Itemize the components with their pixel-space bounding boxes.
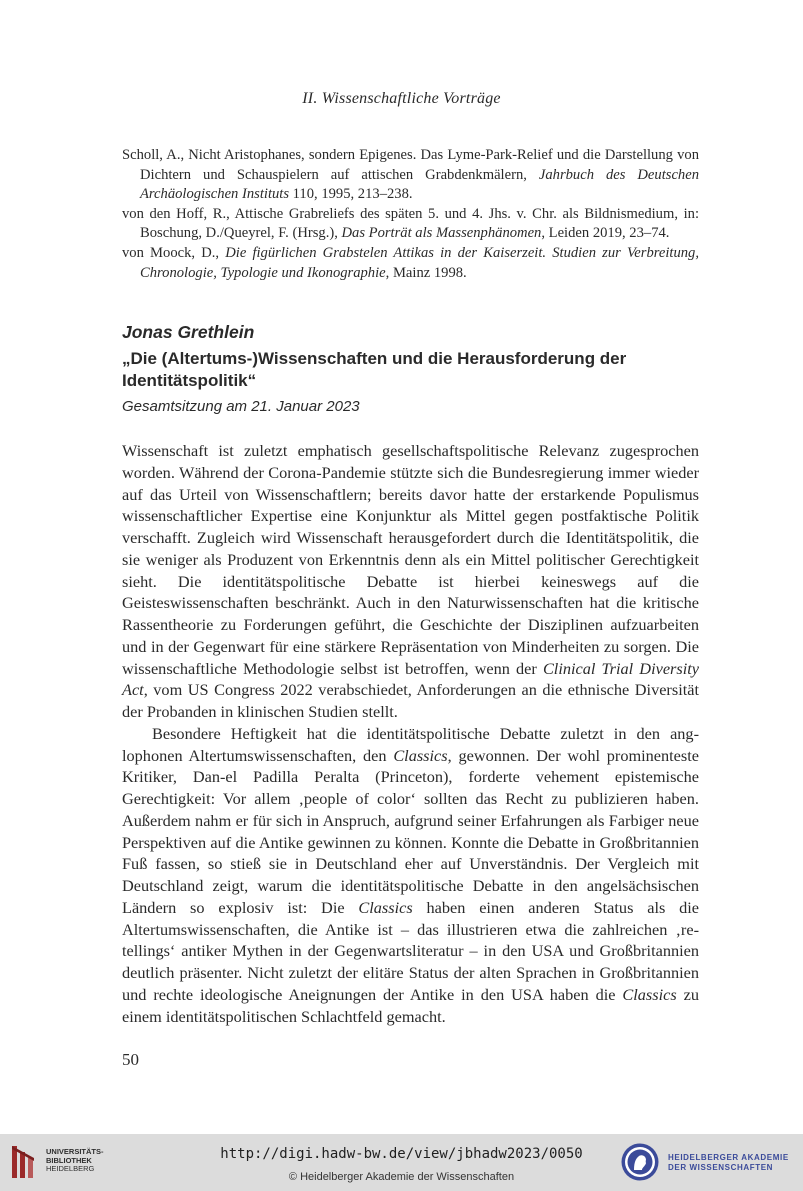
reference-item (122, 244, 699, 283)
academy-seal-icon (620, 1142, 660, 1182)
running-head: II. Wissenschaftliche Vorträge (302, 90, 501, 107)
text-run: Besondere Heftigkeit hat die identitätspolitische Debatte zuletzt in den anglophonen Altertumswissenschaften, den (122, 723, 699, 765)
reference-title: Das Porträt als Massenphänomen (341, 225, 542, 242)
academy-name (668, 1153, 789, 1173)
italic-run: Classics (622, 984, 677, 1004)
academy-name-line: DER WISSENSCHAFTEN (668, 1163, 774, 1172)
library-name-line: UNIVERSITÄTS- (46, 1147, 104, 1156)
reference-list (122, 146, 699, 283)
viewer-footer (0, 1134, 803, 1191)
reference-title: Die figürlichen Grabstelen Attikas in der Kaiserzeit. Studien zur Verbreitung, Chronologie, Typologie und Ikonographie (140, 244, 699, 281)
lecture-title: „Die (Altertums-)Wissenschaften und die Herausforderung der Identitätspolitik“ (122, 349, 627, 390)
reference-text: , Leiden 2019, 23–74. (541, 225, 670, 242)
italic-run: Clinical Trial Diversity Act (122, 658, 699, 700)
reference-item (122, 146, 699, 205)
italic-run: Classics (358, 897, 413, 917)
reference-text: von den Hoff, R., Attische Grabreliefs des späten 5. und 4. Jhs. v. Chr. als Bildnismedium, in: Boschung, D./Queyrel, F. (Hrsg.), (122, 205, 699, 242)
permalink-url[interactable]: http://digi.hadw-bw.de/view/jbhadw2023/0050 (220, 1146, 583, 1162)
academy-logo[interactable] (620, 1142, 800, 1184)
reference-item (122, 205, 699, 244)
italic-run: Classics (393, 745, 448, 765)
text-run: , gewonnen. Der wohl prominenteste Kritiker, Dan-el Padilla Peralta (Princeton), forderte vehement epistemische Gerechtigkeit: Vor allem ‚people of color‘ sollten das Recht zu publizieren haben. Außerdem nahm er für sich in Anspruch, aufgrund seiner Erfahrungen als Farbiger neue Perspektiven auf die Antike gewinnen zu können. Konnte die Debatte in Großbritannien Fuß fassen, so stieß sie in Deutschland eher auf Unverständnis. Der Vergleich mit Deutschland zeigt, warum die identitätspolitische Debatte in den angelsächsischen Ländern so explosiv ist: Die (122, 745, 699, 917)
body-text (122, 440, 699, 1027)
text-run: , vom US Congress 2022 verabschiedet, Anforderungen an die ethnische Diversität der Probanden in klinischen Studien stellt. (122, 680, 699, 721)
text-run: haben einen anderen Status als die Altertumswissenschaften, die Antike ist – das illustrieren etwa die zahlreichen ‚re-tellings‘ antiker Mythen in der Gegenwartsliteratur – in den USA und Großbritannien deutlich präsenter. Nicht zuletzt der elitäre Status der alten Sprachen in Großbritannien und rechte ideologische Aneignungen der Antike in den USA haben die (122, 897, 700, 1004)
text-run: Wissenschaft ist zuletzt emphatisch gesellschaftspolitische Relevanz zugesprochen worden. Während der Corona-Pandemie stützte sich die Bundesregierung immer wieder auf das Urteil von Wissenschaftlern; bereits davor hatte der erstarkende Populismus wissenschaftlicher Expertise eine Konjunktur als Mittel gegen postfaktische Politik verschafft. Zugleich wird Wissenschaft herausgefordert durch die Identitätspolitik, die sie weniger als Produzent von Erkenntnis denn als ein Mittel politischer Gerechtigkeit sieht. Die identitätspolitische Debatte ist hierbei keineswegs auf die Geisteswissenschaften beschränkt. Auch in den Naturwissenschaften hat die kritische Rassentheorie zu Forderungen geführt, die Geschichte der Disziplinen aufzuarbeiten und in der Gegenwart für eine stärkere Repräsentation von Minderheiten zu sorgen. Die wissenschaftliche Methodologie selbst ist betroffen, wenn der (122, 441, 699, 678)
library-name-line: HEIDELBERG (46, 1164, 95, 1174)
paragraph (122, 723, 699, 1028)
session-date: Gesamtsitzung am 21. Januar 2023 (122, 398, 360, 415)
reference-text: , Mainz 1998. (385, 264, 467, 281)
lecture-author: Jonas Grethlein (122, 322, 255, 342)
reference-title: Jahrbuch des Deutschen Archäologischen Instituts (140, 166, 699, 203)
reference-text: von Moock, D., (122, 244, 226, 261)
reference-text: Scholl, A., Nicht Aristophanes, sondern Epigenes. Das Lyme-Park-Relief und die Darstellung von Dichtern und Schauspielern auf attischen Grabdenkmälern, (122, 147, 699, 183)
page-number: 50 (122, 1050, 139, 1069)
academy-name-line: HEIDELBERGER AKADEMIE (668, 1153, 789, 1162)
library-name-line: BIBLIOTHEK (46, 1155, 92, 1165)
reference-text: 110, 1995, 213–238. (289, 186, 413, 203)
text-run: zu einem identitätspolitischen Schlachtfeld gemacht. (122, 984, 699, 1026)
paragraph (122, 440, 699, 723)
copyright-notice: © Heidelberger Akademie der Wissenschaften (288, 1171, 515, 1183)
